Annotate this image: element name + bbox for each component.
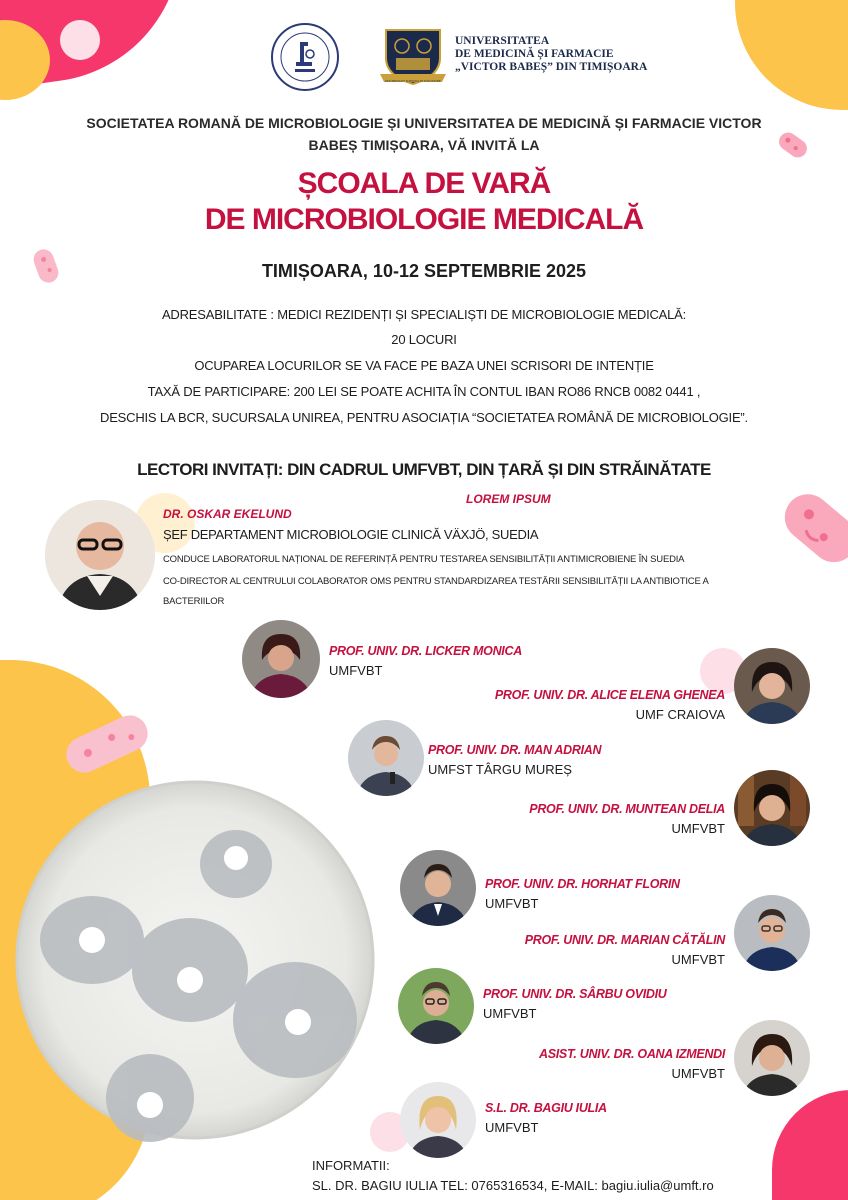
yellow-blob-top-right <box>735 0 848 110</box>
speaker-affiliation: UMFVBT <box>671 1066 725 1081</box>
speaker-photo <box>734 648 810 724</box>
details-line-target: ADRESABILITATE : MEDICI REZIDENȚI ȘI SPECIALIȘTI DE MICROBIOLOGIE MEDICALĂ: <box>161 307 687 322</box>
speaker-name: PROF. UNIV. DR. MARIAN CĂTĂLIN <box>524 933 725 947</box>
event-date: TIMIȘOARA, 10-12 SEPTEMBRIE 2025 <box>261 261 587 281</box>
speaker-photo <box>242 620 320 698</box>
speaker-affiliation: UMFVBT <box>485 896 539 911</box>
speaker-name: PROF. UNIV. DR. ALICE ELENA GHENEA <box>494 688 725 702</box>
bacteria-icon <box>772 470 848 580</box>
university-name-line3: „VICTOR BABEȘ” DIN TIMIȘOARA <box>455 61 648 73</box>
speaker-affiliation: UMFVBT <box>485 1120 539 1135</box>
speaker-name: ASIST. UNIV. DR. OANA IZMENDI <box>539 1047 725 1061</box>
speaker-affiliation: UMF CRAIOVA <box>635 707 725 722</box>
featured-speaker-name: DR. OSKAR EKELUND <box>163 507 292 521</box>
society-seal-logo <box>270 22 340 92</box>
speaker-photo <box>734 1020 810 1096</box>
speaker-photo <box>400 1082 476 1158</box>
featured-detail-3: BACTERIILOR <box>163 596 225 607</box>
intro-text: SOCIETATEA ROMANĂ DE MICROBIOLOGIE ȘI UNIVERSITATEA DE MEDICINĂ ȘI FARMACIE VICTOR BABEȘ TIMIȘOARA, VĂ INVITĂ LA <box>86 115 762 153</box>
speaker-photo <box>400 850 476 926</box>
light-pink-dot-top-left <box>60 20 100 60</box>
speaker-photo <box>734 770 810 846</box>
bacteria-icon <box>52 704 162 784</box>
lecturers-heading: LECTORI INVITAȚI: DIN CADRUL UMFVBT, DIN ȚARĂ ȘI DIN STRĂINĂTATE <box>137 460 711 479</box>
speaker-name: PROF. UNIV. DR. LICKER MONICA <box>329 644 522 658</box>
speaker-name: PROF. UNIV. DR. SÂRBU OVIDIU <box>483 987 667 1001</box>
speaker-affiliation: UMFST TÂRGU MUREȘ <box>428 762 572 777</box>
event-title-line1: ȘCOALA DE VARĂ <box>297 167 551 200</box>
pink-blob-bottom-right <box>772 1090 848 1200</box>
speaker-affiliation: UMFVBT <box>671 821 725 836</box>
details-line-fee: TAXĂ DE PARTICIPARE: 200 LEI SE POATE ACHITA ÎN CONTUL IBAN RO86 RNCB 0082 0441 , <box>147 384 701 399</box>
event-title-line2: DE MICROBIOLOGIE MEDICALĂ <box>204 203 644 236</box>
university-name-line2: DE MEDICINĂ ȘI FARMACIE <box>455 48 614 60</box>
contact-details: SL. DR. BAGIU IULIA TEL: 0765316534, E-MAIL: bagiu.iulia@umft.ro <box>312 1178 714 1193</box>
speaker-name: PROF. UNIV. DR. HORHAT FLORIN <box>485 877 680 891</box>
speaker-photo-featured <box>45 500 155 610</box>
speaker-affiliation: UMFVBT <box>329 663 383 678</box>
university-name-line1: UNIVERSITATEA <box>455 35 550 47</box>
featured-detail-2: CO-DIRECTOR AL CENTRULUI COLABORATOR OMS PENTRU STANDARDIZAREA TESTĂRII SENSIBILITĂȚII LA ANTIBIOTICE A <box>163 576 709 587</box>
university-name <box>455 35 647 74</box>
speaker-name: PROF. UNIV. DR. MAN ADRIAN <box>428 743 602 757</box>
speaker-name: S.L. DR. BAGIU IULIA <box>485 1101 607 1115</box>
speaker-photo <box>734 895 810 971</box>
featured-speaker-title: ȘEF DEPARTAMENT MICROBIOLOGIE CLINICĂ VÄXJÖ, SUEDIA <box>163 527 539 542</box>
university-crest-motto: DOCTRINA ET SCIENTIA IN SOLUTIONE <box>385 79 441 83</box>
speaker-affiliation: UMFVBT <box>483 1006 537 1021</box>
featured-detail-1: CONDUCE LABORATORUL NAȚIONAL DE REFERINȚĂ PENTRU TESTAREA SENSIBILITĂȚII ANTIMICROBIENE ÎN SUEDIA <box>163 554 685 565</box>
details-line-seats: 20 LOCURI <box>391 332 457 347</box>
speaker-affiliation: UMFVBT <box>671 952 725 967</box>
petri-dish-illustration <box>10 780 390 1160</box>
speaker-photo <box>398 968 474 1044</box>
lorem-ipsum-label: LOREM IPSUM <box>466 492 551 506</box>
speaker-name: PROF. UNIV. DR. MUNTEAN DELIA <box>529 802 725 816</box>
details-line-selection: OCUPAREA LOCURILOR SE VA FACE PE BAZA UNEI SCRISORI DE INTENȚIE <box>194 358 654 373</box>
contact-label: INFORMATII: <box>312 1158 390 1173</box>
details-line-bank: DESCHIS LA BCR, SUCURSALA UNIREA, PENTRU ASOCIAȚIA “SOCIETATEA ROMÂNĂ DE MICROBIOLOGIE”. <box>100 410 748 425</box>
event-title <box>0 166 848 238</box>
